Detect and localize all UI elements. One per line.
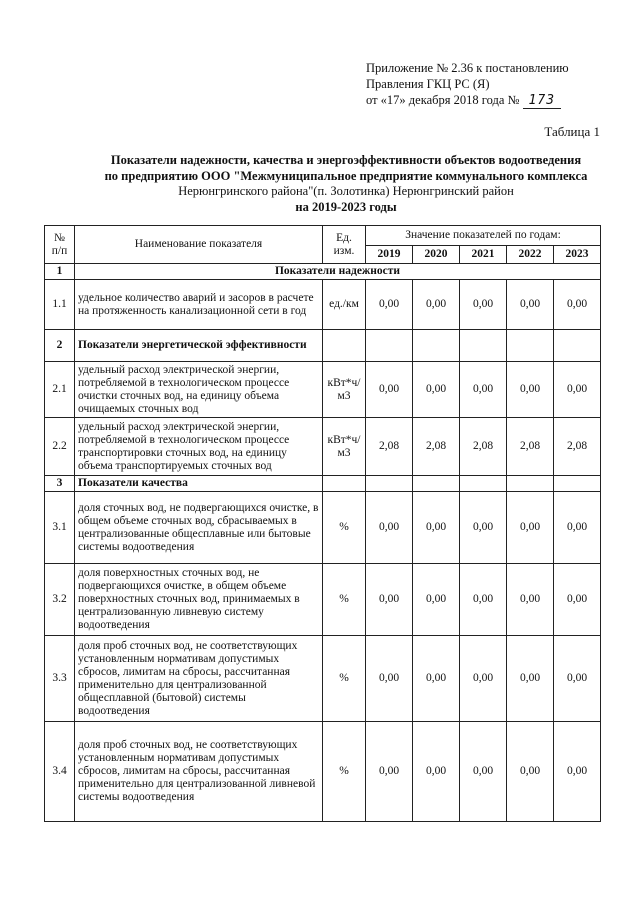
indicator-name: удельный расход электрической энергии, потребляемой в технологическом процессе очистки сточных вод, на единицу объема очищаемых сточных вод [75, 362, 323, 418]
value-cell: 0,00 [507, 280, 554, 330]
empty-cell [554, 476, 601, 492]
value-cell: 0,00 [460, 636, 507, 722]
row-number: 3.3 [45, 636, 75, 722]
value-cell: 0,00 [366, 636, 413, 722]
section-title: Показатели качества [75, 476, 323, 492]
year-header: 2019 [366, 246, 413, 264]
row-number: 2 [45, 330, 75, 362]
value-cell: 0,00 [413, 564, 460, 636]
title-line-1: Показатели надежности, качества и энергоэффективности объектов водоотведения [110, 153, 582, 167]
value-cell: 0,00 [366, 492, 413, 564]
indicator-name: удельный расход электрической энергии, потребляемой в технологическом процессе транспортировки сточных вод, на единицу объема транспортируемых сточных вод [75, 418, 323, 476]
appendix-line-3 [366, 92, 569, 109]
value-cell: 2,08 [413, 418, 460, 476]
value-cell: 2,08 [507, 418, 554, 476]
empty-cell [507, 476, 554, 492]
value-cell: 0,00 [460, 492, 507, 564]
indicator-name: удельное количество аварий и засоров в расчете на протяженность канализационной сети в год [75, 280, 323, 330]
row-number: 2.2 [45, 418, 75, 476]
value-cell: 0,00 [554, 280, 601, 330]
empty-cell [366, 476, 413, 492]
col-header-unit: Ед. изм. [323, 226, 366, 264]
value-cell: 0,00 [413, 280, 460, 330]
value-cell: 0,00 [554, 636, 601, 722]
value-cell: 0,00 [460, 722, 507, 822]
unit-cell: % [323, 564, 366, 636]
value-cell: 0,00 [366, 280, 413, 330]
unit-cell: % [323, 722, 366, 822]
table-row [45, 722, 601, 822]
table-row [45, 636, 601, 722]
unit-cell: % [323, 492, 366, 564]
value-cell: 0,00 [413, 722, 460, 822]
value-cell: 0,00 [366, 722, 413, 822]
value-cell: 0,00 [507, 636, 554, 722]
indicator-name: доля сточных вод, не подвергающихся очистке, в общем объеме сточных вод, сбрасываемых в централизованные общесплавные или бытовые системы водоотведения [75, 492, 323, 564]
empty-cell [366, 330, 413, 362]
year-header: 2022 [507, 246, 554, 264]
row-number: 2.1 [45, 362, 75, 418]
section-title: Показатели надежности [75, 264, 601, 280]
section-row [45, 476, 601, 492]
unit-cell: кВт*ч/м3 [323, 418, 366, 476]
value-cell: 0,00 [460, 280, 507, 330]
value-cell: 0,00 [460, 362, 507, 418]
empty-cell [460, 330, 507, 362]
year-header: 2020 [413, 246, 460, 264]
empty-cell [507, 330, 554, 362]
handwritten-number: 173 [523, 93, 561, 109]
value-cell: 0,00 [507, 722, 554, 822]
unit-cell: ед./км [323, 280, 366, 330]
value-cell: 0,00 [507, 362, 554, 418]
unit-cell: кВт*ч/м3 [323, 362, 366, 418]
table-row [45, 564, 601, 636]
col-header-num: № п/п [45, 226, 75, 264]
value-cell: 0,00 [366, 362, 413, 418]
value-cell: 2,08 [554, 418, 601, 476]
section-row [45, 330, 601, 362]
row-number: 1.1 [45, 280, 75, 330]
value-cell: 0,00 [507, 564, 554, 636]
title-line-2: по предприятию ООО "Межмуниципальное предприятие коммунального комплекса [104, 168, 588, 183]
row-number: 1 [45, 264, 75, 280]
section-row [45, 264, 601, 280]
empty-cell [323, 330, 366, 362]
indicator-name: доля поверхностных сточных вод, не подвергающихся очистке, в общем объеме поверхностных сточных вод, принимаемых в централизованную ливневую систему водоотведения [75, 564, 323, 636]
value-cell: 0,00 [413, 636, 460, 722]
document-title [60, 153, 632, 215]
appendix-line-2: Правления ГКЦ РС (Я) [366, 77, 490, 91]
appendix-line-1: Приложение № 2.36 к постановлению [366, 61, 569, 75]
title-line-4: на 2019-2023 годы [295, 199, 397, 214]
year-header: 2021 [460, 246, 507, 264]
col-header-name: Наименование показателя [75, 226, 323, 264]
indicator-name: доля проб сточных вод, не соответствующих установленным нормативам допустимых сбросов, лимитам на сбросы, рассчитанная применительно для централизованной ливневой системы водоотведения [75, 722, 323, 822]
empty-cell [413, 476, 460, 492]
value-cell: 2,08 [366, 418, 413, 476]
table-row [45, 418, 601, 476]
value-cell: 0,00 [554, 492, 601, 564]
value-cell: 0,00 [554, 564, 601, 636]
section-title: Показатели энергетической эффективности [75, 330, 323, 362]
empty-cell [554, 330, 601, 362]
table-row [45, 362, 601, 418]
value-cell: 2,08 [460, 418, 507, 476]
table-row [45, 492, 601, 564]
value-cell: 0,00 [460, 564, 507, 636]
indicators-table [44, 225, 601, 822]
table-row [45, 280, 601, 330]
row-number: 3.2 [45, 564, 75, 636]
value-cell: 0,00 [554, 362, 601, 418]
empty-cell [460, 476, 507, 492]
table-label: Таблица 1 [544, 124, 600, 139]
empty-cell [323, 476, 366, 492]
row-number: 3.1 [45, 492, 75, 564]
unit-cell: % [323, 636, 366, 722]
value-cell: 0,00 [413, 362, 460, 418]
row-number: 3.4 [45, 722, 75, 822]
indicator-name: доля проб сточных вод, не соответствующих установленным нормативам допустимых сбросов, лимитам на сбросы, рассчитанная применительно для централизованной общесплавной (бытовой) системы водоотведения [75, 636, 323, 722]
value-cell: 0,00 [413, 492, 460, 564]
appendix-date: от «17» декабря 2018 года № [366, 93, 520, 107]
value-cell: 0,00 [366, 564, 413, 636]
title-line-3: Нерюнгринского района"(п. Золотинка) Нерюнгринский район [178, 184, 514, 198]
col-header-values: Значение показателей по годам: [366, 226, 601, 246]
empty-cell [413, 330, 460, 362]
year-header: 2023 [554, 246, 601, 264]
value-cell: 0,00 [554, 722, 601, 822]
appendix-header [366, 60, 569, 109]
value-cell: 0,00 [507, 492, 554, 564]
row-number: 3 [45, 476, 75, 492]
